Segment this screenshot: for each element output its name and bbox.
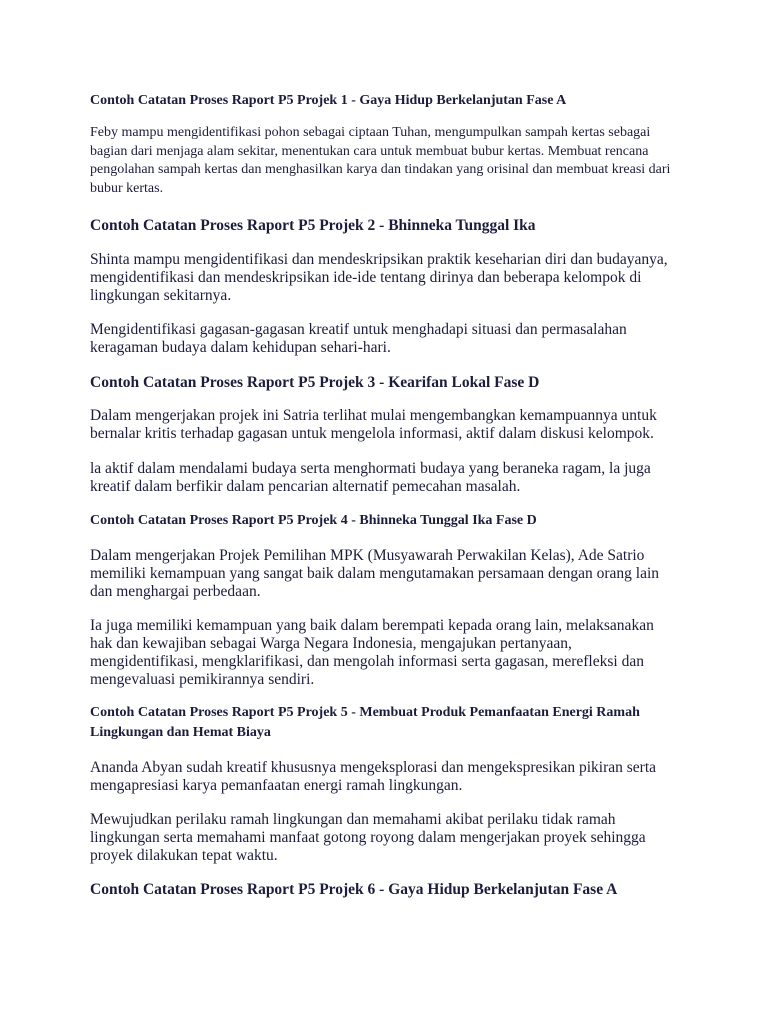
section-3-heading: Contoh Catatan Proses Raport P5 Projek 3 - Kearifan Lokal Fase D [90, 374, 540, 391]
section-5-heading: Contoh Catatan Proses Raport P5 Projek 5 - Membuat Produk Pemanfaatan Energi Ramah Lingkungan dan Hemat Biaya [90, 705, 640, 740]
section-3-paragraph-2: la aktif dalam mendalami budaya serta menghormati budaya yang beraneka ragam, la juga kreatif dalam berfikir dalam pencarian alternatif pemecahan masalah. [90, 460, 651, 495]
section-4-paragraph-2: Ia juga memiliki kemampuan yang baik dalam berempati kepada orang lain, melaksanakan hak dan kewajiban sebagai Warga Negara Indonesia, mengajukan pertanyaan, mengidentifikasi, mengklarifikasi, dan mengolah informasi serta gagasan, merefleksi dan mengevaluasi pemikirannya sendiri. [90, 617, 654, 688]
section-4-paragraph-1: Dalam mengerjakan Projek Pemilihan MPK (Musyawarah Perwakilan Kelas), Ade Satrio memiliki kemampuan yang sangat baik dalam mengutamakan persamaan dengan orang lain dan menghargai perbedaan. [90, 547, 660, 600]
section-3-paragraph-1: Dalam mengerjakan projek ini Satria terlihat mulai mengembangkan kemampuannya untuk bernalar kritis terhadap gagasan untuk mengelola informasi, aktif dalam diskusi kelompok. [90, 407, 657, 442]
section-2-paragraph-1: Shinta mampu mengidentifikasi dan mendeskripsikan praktik keseharian diri dan budayanya, mengidentifikasi dan mendeskripsikan ide-ide tentang dirinya dan beberapa kelompok di lingkungan sekitarnya. [90, 251, 668, 304]
section-5-paragraph-2: Mewujudkan perilaku ramah lingkungan dan memahami akibat perilaku tidak ramah lingkungan serta memahami manfaat gotong royong dalam mengerjakan proyek sehingga proyek dilakukan tepat waktu. [90, 811, 646, 864]
section-2-heading: Contoh Catatan Proses Raport P5 Projek 2 - Bhinneka Tunggal Ika [90, 217, 536, 234]
section-2-paragraph-2: Mengidentifikasi gagasan-gagasan kreatif untuk menghadapi situasi dan permasalahan keragaman budaya dalam kehidupan sehari-hari. [90, 321, 627, 356]
section-6-heading: Contoh Catatan Proses Raport P5 Projek 6 - Gaya Hidup Berkelanjutan Fase A [90, 881, 618, 898]
section-4-heading: Contoh Catatan Proses Raport P5 Projek 4 - Bhinneka Tunggal Ika Fase D [90, 513, 537, 528]
section-1-heading: Contoh Catatan Proses Raport P5 Projek 1 - Gaya Hidup Berkelanjutan Fase A [90, 93, 567, 108]
section-1-paragraph-1: Feby mampu mengidentifikasi pohon sebagai ciptaan Tuhan, mengumpulkan sampah kertas sebagai bagian dari menjaga alam sekitar, menentukan cara untuk membuat bubur kertas. Membuat rencana pengolahan sampah kertas dan menghasilkan karya dan tindakan yang orisinal dan membuat kreasi dari bubur kertas. [90, 125, 671, 196]
section-5-paragraph-1: Ananda Abyan sudah kreatif khususnya mengeksplorasi dan mengekspresikan pikiran serta mengapresiasi karya pemanfaatan energi ramah lingkungan. [90, 759, 657, 794]
